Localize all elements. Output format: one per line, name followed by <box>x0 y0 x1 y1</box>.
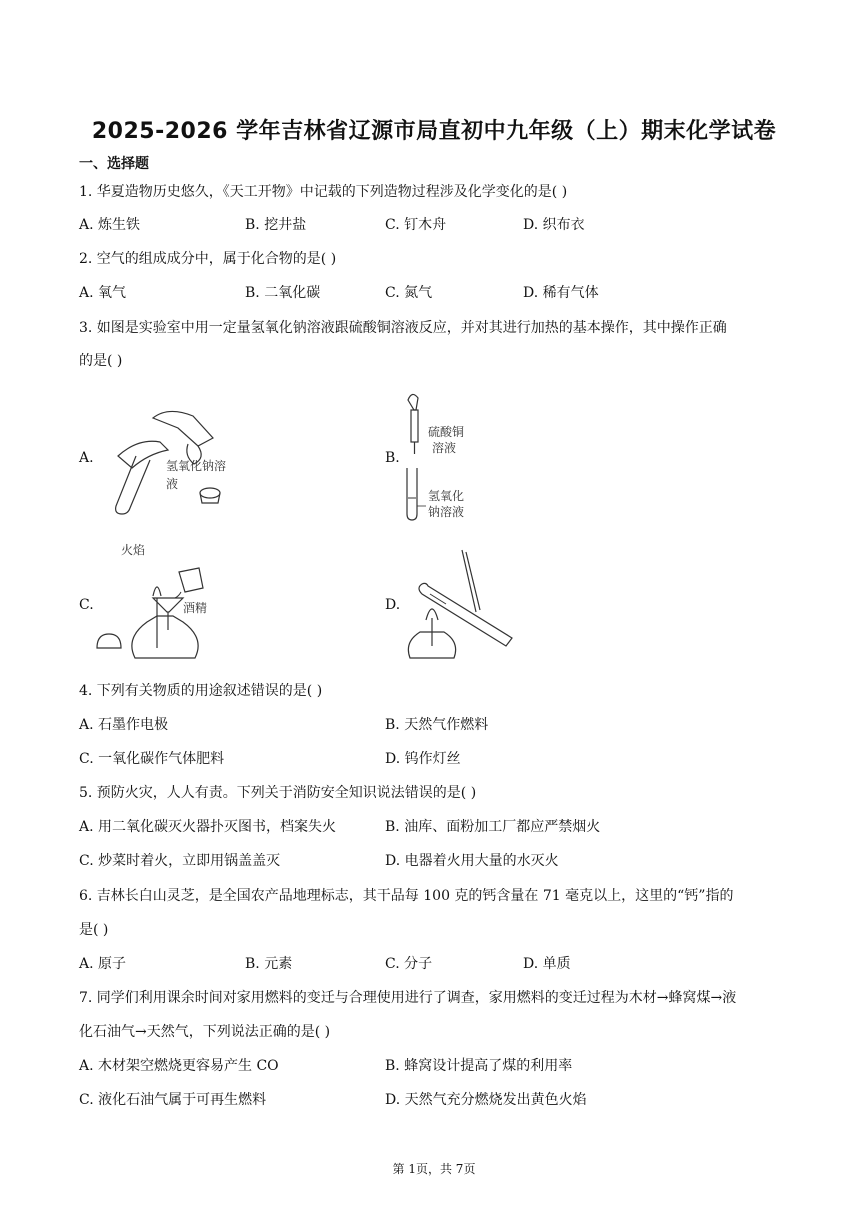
figure-b-text-4: 钠溶液 <box>428 505 465 519</box>
question-7-stem-line1: 7. 同学们利用课余时间对家用燃料的变迁与合理使用进行了调查，家用燃料的变迁过程为木材→蜂窝煤→液 <box>79 990 737 1006</box>
figure-a-pouring <box>98 398 248 523</box>
q7-option-d: D. 天然气充分燃烧发出黄色火焰 <box>385 1092 587 1108</box>
q1-option-b: B. 挖井盐 <box>245 217 307 233</box>
question-6-stem-line1: 6. 吉林长白山灵芝，是全国农产品地理标志，其干品每 100 克的钙含量在 71 毫克以上，这里的“钙”指的 <box>79 888 734 904</box>
q6-option-b: B. 元素 <box>245 956 293 972</box>
figure-a-label: A. <box>79 450 94 466</box>
q2-option-b: B. 二氧化碳 <box>245 285 321 301</box>
q1-option-d: D. 织布衣 <box>523 217 585 233</box>
q5-option-d: D. 电器着火用大量的水灭火 <box>385 853 559 869</box>
figure-c-text-2: 酒精 <box>183 601 208 615</box>
q6-option-a: A. 原子 <box>79 956 127 972</box>
q4-option-d: D. 钨作灯丝 <box>385 751 461 767</box>
question-3-stem-line1: 3. 如图是实验室中用一定量氢氧化钠溶液跟硫酸铜溶液反应，并对其进行加热的基本操作，其中操作正确 <box>79 320 727 336</box>
figure-b-dropper <box>398 388 488 523</box>
figure-d-label: D. <box>385 597 401 613</box>
question-4-stem: 4. 下列有关物质的用途叙述错误的是( ) <box>79 683 323 699</box>
q5-option-a: A. 用二氧化碳灭火器扑灭图书，档案失火 <box>79 819 337 835</box>
q4-option-c: C. 一氧化碳作气体肥料 <box>79 751 225 767</box>
figure-c-text-1: 火焰 <box>121 543 146 557</box>
question-2-stem: 2. 空气的组成成分中，属于化合物的是( ) <box>79 251 337 267</box>
q5-option-b: B. 油库、面粉加工厂都应严禁烟火 <box>385 819 601 835</box>
question-7-stem-line2: 化石油气→天然气，下列说法正确的是( ) <box>79 1024 331 1040</box>
q1-option-a: A. 炼生铁 <box>79 217 141 233</box>
q2-option-a: A. 氧气 <box>79 285 127 301</box>
page-title: 2025-2026 学年吉林省辽源市局直初中九年级（上）期末化学试卷 <box>91 119 777 144</box>
figure-b-text-3: 氢氧化 <box>428 489 465 503</box>
figure-c-alcohol-lamp <box>95 538 235 666</box>
figure-d-heating-tube <box>400 546 525 666</box>
figure-c-label: C. <box>79 597 94 613</box>
question-6-stem-line2: 是( ) <box>79 922 109 938</box>
figure-a-text-1: 氢氧化钠溶 <box>166 459 227 473</box>
figure-a-text-2: 液 <box>166 477 179 491</box>
q7-option-c: C. 液化石油气属于可再生燃料 <box>79 1092 267 1108</box>
figure-b-text-2: 溶液 <box>432 441 457 455</box>
q2-option-d: D. 稀有气体 <box>523 285 599 301</box>
q7-option-b: B. 蜂窝设计提高了煤的利用率 <box>385 1058 573 1074</box>
q2-option-c: C. 氮气 <box>385 285 433 301</box>
question-5-stem: 5. 预防火灾，人人有责。下列关于消防安全知识说法错误的是( ) <box>79 785 477 801</box>
figure-b-label: B. <box>385 450 400 466</box>
q4-option-b: B. 天然气作燃料 <box>385 717 489 733</box>
q6-option-d: D. 单质 <box>523 956 571 972</box>
q4-option-a: A. 石墨作电极 <box>79 717 169 733</box>
question-3-stem-line2: 的是( ) <box>79 353 123 369</box>
q6-option-c: C. 分子 <box>385 956 433 972</box>
q7-option-a: A. 木材架空燃烧更容易产生 CO <box>79 1058 279 1074</box>
page-footer: 第 1页，共 7页 <box>392 1162 476 1176</box>
figure-b-text-1: 硫酸铜 <box>428 425 465 439</box>
q5-option-c: C. 炒菜时着火，立即用锅盖盖灭 <box>79 853 281 869</box>
section-heading: 一、选择题 <box>79 156 149 172</box>
q1-option-c: C. 钉木舟 <box>385 217 447 233</box>
question-1-stem: 1. 华夏造物历史悠久，《天工开物》中记载的下列造物过程涉及化学变化的是( ) <box>79 184 568 200</box>
